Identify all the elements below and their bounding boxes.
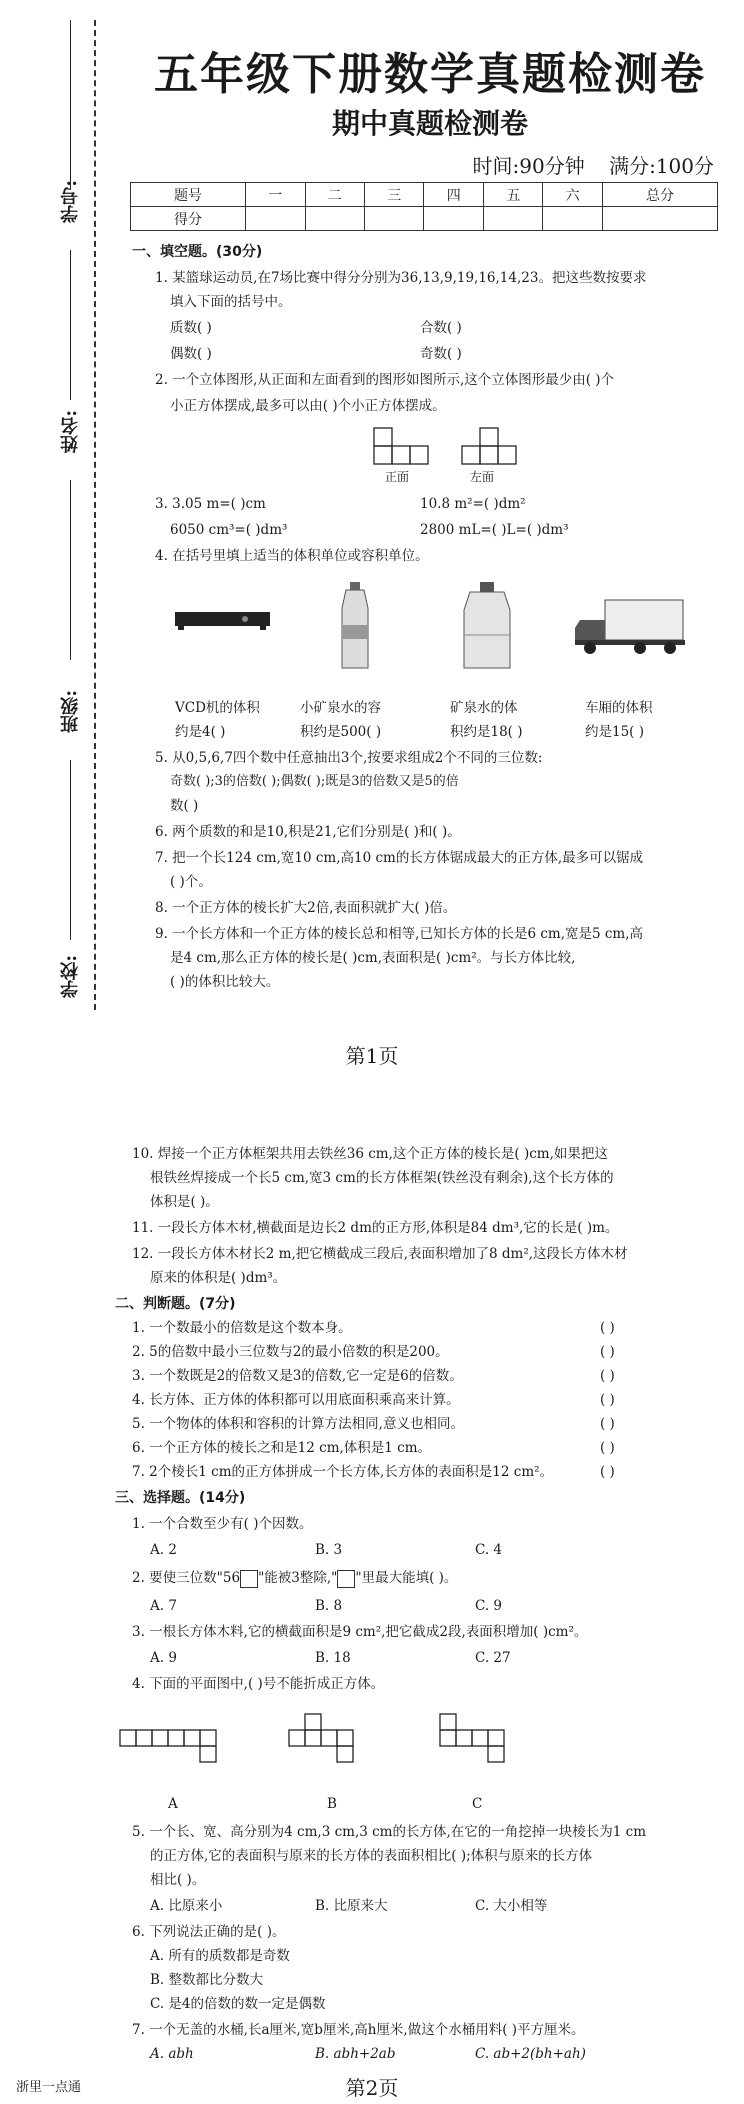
question-6: 6. 两个质数的和是10,积是21,它们分别是( )和( )。 xyxy=(155,824,461,840)
net-c-figure xyxy=(440,1714,504,1762)
judge-answer-3[interactable]: ( ) xyxy=(600,1368,615,1384)
school-label: 学校: xyxy=(60,955,81,998)
left-view-caption: 左面 xyxy=(470,470,495,484)
choice-5-cont: 的正方体,它的表面积与原来的长方体的表面积相比( );体积与原来的长方体 xyxy=(150,1848,593,1864)
answer-composites[interactable]: 合数( ) xyxy=(420,320,462,336)
section-heading-choice: 三、选择题。(14分) xyxy=(115,1490,246,1506)
side-divider xyxy=(70,760,71,940)
question-5-cont: 奇数( );3的倍数( );偶数( );既是3的倍数又是5的倍 xyxy=(170,774,459,789)
score-table-score-row xyxy=(131,207,718,231)
side-divider xyxy=(70,250,71,400)
choice-7-c[interactable]: C. ab+2(bh+ah) xyxy=(475,2046,586,2062)
question-7: 7. 把一个长124 cm,宽10 cm,高10 cm的长方体锯成最大的正方体,最多可以锯成 xyxy=(155,850,644,866)
choice-5-c[interactable]: C. 大小相等 xyxy=(475,1898,548,1914)
question-5-cont2: 数( ) xyxy=(170,798,199,814)
front-view-figure xyxy=(374,428,428,464)
water-bottle-icon xyxy=(342,582,368,668)
score-cell[interactable] xyxy=(305,207,364,231)
choice-5-b[interactable]: B. 比原来大 xyxy=(315,1898,388,1914)
question-8: 8. 一个正方体的棱长扩大2倍,表面积就扩大( )倍。 xyxy=(155,900,457,916)
answer-odds[interactable]: 奇数( ) xyxy=(420,346,462,362)
question-2: 2. 一个立体图形,从正面和左面看到的图形如图所示,这个立体图形最少由( )个 xyxy=(155,372,615,388)
question-9: 9. 一个长方体和一个正方体的棱长总和相等,已知长方体的长是6 cm,宽是5 cm,高 xyxy=(155,926,644,942)
choice-2 xyxy=(132,1566,457,1590)
question-1-cont: 填入下面的括号中。 xyxy=(170,294,292,310)
table-cell: 题号 xyxy=(131,183,246,207)
page-number: 第1页 xyxy=(345,1044,399,1068)
question-10-cont2: 体积是( )。 xyxy=(150,1194,219,1210)
truck-label: 车厢的体积 xyxy=(585,700,653,716)
class-label: 班级: xyxy=(60,690,81,733)
judge-answer-6[interactable]: ( ) xyxy=(600,1440,615,1456)
question-9-cont2: ( )的体积比较大。 xyxy=(170,974,280,990)
choice-2-b[interactable]: B. 8 xyxy=(315,1598,343,1614)
judge-1: 1. 一个数最小的倍数是这个数本身。 xyxy=(132,1320,352,1336)
net-b-figure xyxy=(289,1714,353,1762)
choice-2-a[interactable]: A. 7 xyxy=(150,1598,177,1614)
side-divider xyxy=(70,480,71,660)
choice-6-b[interactable]: B. 整数都比分数大 xyxy=(150,1972,264,1988)
full-score-label: 满分:100分 xyxy=(609,154,714,178)
judge-answer-4[interactable]: ( ) xyxy=(600,1392,615,1408)
choice-1-a[interactable]: A. 2 xyxy=(150,1542,177,1558)
choice-6-c[interactable]: C. 是4的倍数的数一定是偶数 xyxy=(150,1996,326,2012)
question-1: 1. 某篮球运动员,在7场比赛中得分分别为36,13,9,19,16,14,23。把这些数按要求 xyxy=(155,270,647,286)
question-3d: 2800 mL=( )L=( )dm³ xyxy=(420,522,569,538)
vcd-answer[interactable]: 约是4( ) xyxy=(175,724,226,740)
net-a-figure xyxy=(120,1730,216,1762)
choice-3-a[interactable]: A. 9 xyxy=(150,1650,177,1666)
blank-box[interactable] xyxy=(240,1570,258,1588)
choice-7-b[interactable]: B. abh+2ab xyxy=(315,2046,396,2062)
score-table xyxy=(130,182,718,231)
binding-line xyxy=(94,20,96,1010)
object-pictures xyxy=(170,580,690,680)
time-label: 时间:90分钟 xyxy=(472,154,585,178)
choice-6: 6. 下列说法正确的是( )。 xyxy=(132,1924,286,1940)
score-cell[interactable] xyxy=(483,207,542,231)
choice-5: 5. 一个长、宽、高分别为4 cm,3 cm,3 cm的长方体,在它的一角挖掉一块棱长为1 cm xyxy=(132,1824,647,1840)
vcd-label: VCD机的体积 xyxy=(175,700,260,716)
jug-answer[interactable]: 积约是18( ) xyxy=(450,724,523,740)
truck-answer[interactable]: 约是15( ) xyxy=(585,724,645,740)
choice-6-a[interactable]: A. 所有的质数都是奇数 xyxy=(150,1948,290,1964)
question-3a: 3. 3.05 m=( )cm xyxy=(155,496,266,512)
choice-5-cont2: 相比( )。 xyxy=(150,1872,206,1888)
choice-2-c[interactable]: C. 9 xyxy=(475,1598,503,1614)
judge-answer-7[interactable]: ( ) xyxy=(600,1464,615,1480)
judge-6: 6. 一个正方体的棱长之和是12 cm,体积是1 cm。 xyxy=(132,1440,432,1456)
question-11: 11. 一段长方体木材,横截面是边长2 dm的正方形,体积是84 dm³,它的长是( )m。 xyxy=(132,1220,619,1236)
water-jug-icon xyxy=(464,582,510,668)
choice-3-c[interactable]: C. 27 xyxy=(475,1650,511,1666)
table-cell: 得分 xyxy=(131,207,246,231)
net-a-label[interactable]: A xyxy=(168,1796,178,1812)
question-3b: 10.8 m²=( )dm² xyxy=(420,496,526,512)
score-table-header-row xyxy=(131,183,718,207)
score-cell[interactable] xyxy=(543,207,602,231)
table-cell: 五 xyxy=(483,183,542,207)
choice-2-text-b: "能被3整除," xyxy=(258,1570,338,1586)
front-view-caption: 正面 xyxy=(385,470,410,484)
question-2-cont: 小正方体摆成,最多可以由( )个小正方体摆成。 xyxy=(170,398,446,414)
score-cell[interactable] xyxy=(364,207,423,231)
choice-7-a[interactable]: A. abh xyxy=(150,2046,194,2062)
question-9-cont: 是4 cm,那么正方体的棱长是( )cm,表面积是( )cm²。与长方体比较, xyxy=(170,950,576,966)
page-subtitle: 期中真题检测卷 xyxy=(331,107,528,140)
table-cell: 三 xyxy=(364,183,423,207)
judge-3: 3. 一个数既是2的倍数又是3的倍数,它一定是6的倍数。 xyxy=(132,1368,463,1384)
table-cell: 二 xyxy=(305,183,364,207)
choice-4: 4. 下面的平面图中,( )号不能折成正方体。 xyxy=(132,1676,385,1692)
judge-2: 2. 5的倍数中最小三位数与2的最小倍数的积是200。 xyxy=(132,1344,449,1360)
footer-brand: 浙里一点通 xyxy=(16,2080,82,2095)
question-12-cont: 原来的体积是( )dm³。 xyxy=(150,1270,287,1286)
truck-icon xyxy=(575,600,685,654)
answer-primes[interactable]: 质数( ) xyxy=(170,320,212,336)
bottle-label: 小矿泉水的容 xyxy=(300,700,381,716)
choice-3-b[interactable]: B. 18 xyxy=(315,1650,351,1666)
name-label: 姓名: xyxy=(60,410,81,453)
score-cell[interactable] xyxy=(602,207,717,231)
choice-3: 3. 一根长方体木料,它的横截面积是9 cm²,把它截成2段,表面积增加( )cm²。 xyxy=(132,1624,588,1640)
score-cell[interactable] xyxy=(246,207,305,231)
question-3c: 6050 cm³=( )dm³ xyxy=(170,522,288,538)
choice-2-text-c: "里最大能填( )。 xyxy=(355,1570,458,1586)
question-10: 10. 焊接一个正方体框架共用去铁丝36 cm,这个正方体的棱长是( )cm,如果把这 xyxy=(132,1146,608,1162)
score-cell[interactable] xyxy=(424,207,483,231)
net-diagrams xyxy=(110,1700,570,1800)
judge-answer-1[interactable]: ( ) xyxy=(600,1320,615,1336)
question-12: 12. 一段长方体木材长2 m,把它横截成三段后,表面积增加了8 dm²,这段长方体木材 xyxy=(132,1246,628,1262)
judge-7: 7. 2个棱长1 cm的正方体拼成一个长方体,长方体的表面积是12 cm²。 xyxy=(132,1464,554,1480)
judge-answer-2[interactable]: ( ) xyxy=(600,1344,615,1360)
choice-1-c[interactable]: C. 4 xyxy=(475,1542,503,1558)
judge-5: 5. 一个物体的体积和容积的计算方法相同,意义也相同。 xyxy=(132,1416,464,1432)
exam-meta xyxy=(455,150,714,179)
page-title: 五年级下册数学真题检测卷 xyxy=(154,49,706,100)
vcd-player-icon xyxy=(175,612,270,630)
question-4: 4. 在括号里填上适当的体积单位或容积单位。 xyxy=(155,548,429,564)
question-5: 5. 从0,5,6,7四个数中任意抽出3个,按要求组成2个不同的三位数: xyxy=(155,750,543,766)
choice-1-b[interactable]: B. 3 xyxy=(315,1542,343,1558)
section-heading-judge: 二、判断题。(7分) xyxy=(115,1296,236,1312)
judge-4: 4. 长方体、正方体的体积都可以用底面积乘高来计算。 xyxy=(132,1392,460,1408)
net-c-label[interactable]: C xyxy=(472,1796,483,1812)
table-cell: 总分 xyxy=(602,183,717,207)
jug-label: 矿泉水的体 xyxy=(450,700,518,716)
judge-answer-5[interactable]: ( ) xyxy=(600,1416,615,1432)
choice-2-text-a: 2. 要使三位数"56 xyxy=(132,1570,241,1586)
choice-7: 7. 一个无盖的水桶,长a厘米,宽b厘米,高h厘米,做这个水桶用料( )平方厘米。 xyxy=(132,2022,585,2038)
question-7-cont: ( )个。 xyxy=(170,874,212,890)
page-number: 第2页 xyxy=(345,2076,399,2100)
net-b-label[interactable]: B xyxy=(327,1796,337,1812)
table-cell: 六 xyxy=(543,183,602,207)
bottle-answer[interactable]: 积约是500( ) xyxy=(300,724,382,740)
question-10-cont: 根铁丝焊接成一个长5 cm,宽3 cm的长方体框架(铁丝没有剩余),这个长方体的 xyxy=(150,1170,614,1186)
side-divider xyxy=(70,20,71,190)
table-cell: 一 xyxy=(246,183,305,207)
page-2 xyxy=(0,1080,744,2104)
student-number-label: 学号: xyxy=(60,180,81,223)
choice-5-a[interactable]: A. 比原来小 xyxy=(150,1898,223,1914)
left-view-figure xyxy=(462,428,516,464)
blank-box[interactable] xyxy=(337,1570,355,1588)
choice-1: 1. 一个合数至少有( )个因数。 xyxy=(132,1516,313,1532)
table-cell: 四 xyxy=(424,183,483,207)
section-heading-fill: 一、填空题。(30分) xyxy=(132,244,263,260)
answer-evens[interactable]: 偶数( ) xyxy=(170,346,212,362)
